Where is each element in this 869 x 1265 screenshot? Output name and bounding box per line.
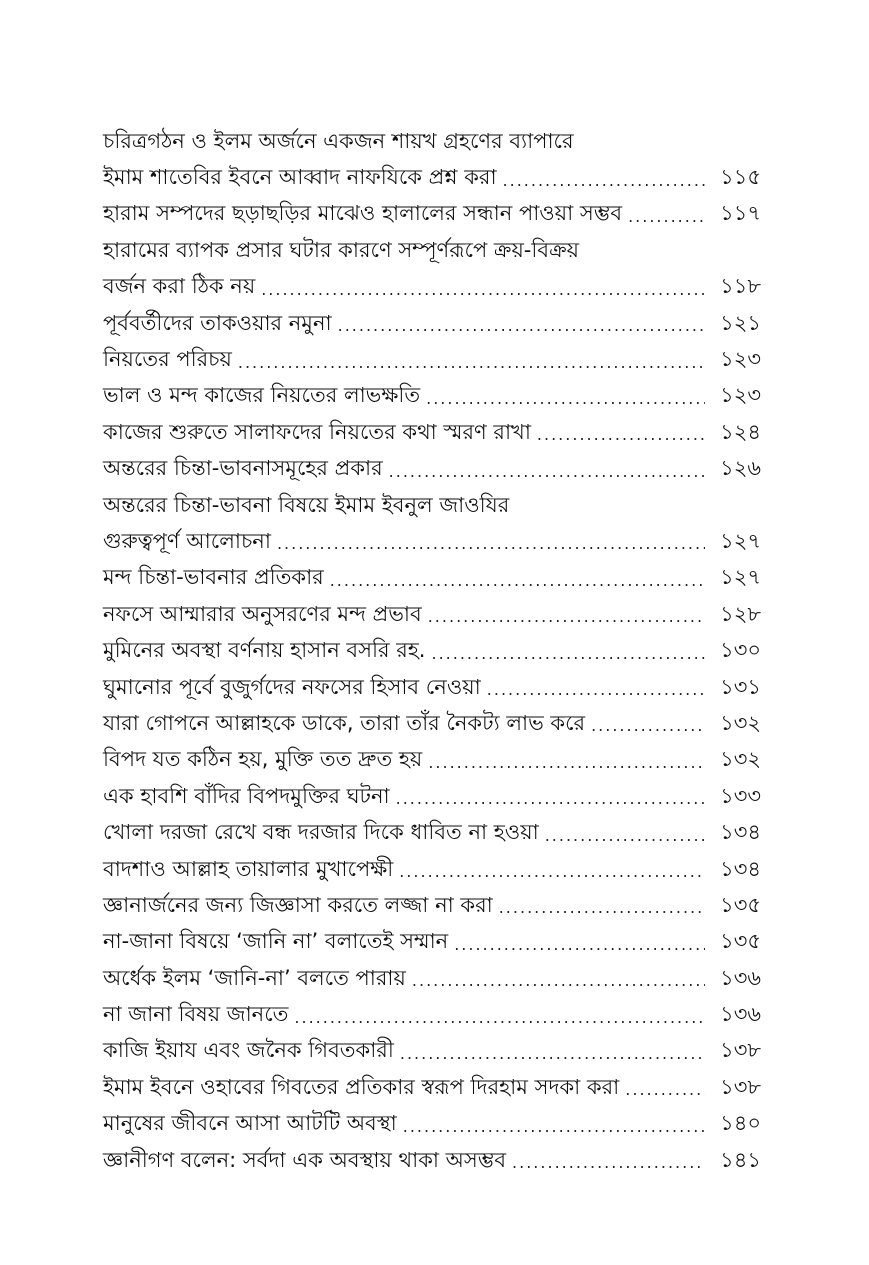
dot-leader <box>428 755 705 771</box>
toc-entry <box>103 705 761 741</box>
toc-entry-title: অন্তরের চিন্তা-ভাবনাসমূহের প্রকার <box>103 456 383 481</box>
toc-entry-title: যারা গোপনে আল্লাহকে ডাকে, তারা তাঁর নৈকট্য লাভ করে <box>103 710 586 735</box>
toc-entry-page: ১৩৬ <box>720 965 761 990</box>
toc-entry <box>103 232 761 268</box>
toc-entry-page: ১২১ <box>720 310 761 335</box>
toc-entry-title: ঘুমানোর পূর্বে বুজুর্গদের নফসের হিসাব নেওয়া <box>103 674 481 699</box>
dot-leader <box>503 173 705 189</box>
dot-leader <box>545 828 705 844</box>
toc-entry-page: ১১৭ <box>720 201 761 226</box>
toc-entry <box>103 596 761 632</box>
toc-entry-page: ১২৭ <box>720 565 761 590</box>
toc-entry-page: ১৩৫ <box>720 929 761 954</box>
toc-entry-page: ১৩৪ <box>720 820 761 845</box>
toc-entry-title: না জানা বিষয় জানতে <box>103 1002 289 1027</box>
dot-leader <box>591 718 705 734</box>
dot-leader <box>396 791 705 807</box>
dot-leader <box>330 573 705 589</box>
toc-entry-page: ১৩২ <box>720 747 761 772</box>
toc-entry-title: অন্তরের চিন্তা-ভাবনা বিষয়ে ইমাম ইবনুল জাওযির <box>103 492 510 517</box>
toc-entry-title: মন্দ চিন্তা-ভাবনার প্রতিকার <box>103 565 324 590</box>
toc-entry-page: ১৩৮ <box>720 1038 761 1063</box>
toc-entry-page: ১৩৮ <box>720 1074 761 1099</box>
dot-leader <box>412 973 705 989</box>
toc-entry-title: ভাল ও মন্দ কাজের নিয়তের লাভক্ষতি <box>103 383 421 408</box>
dot-leader <box>400 1046 705 1062</box>
dot-leader <box>499 900 705 916</box>
toc-entry-page: ১১৫ <box>720 165 761 190</box>
dot-leader <box>261 282 705 298</box>
toc-entry-page: ১২৭ <box>720 528 761 553</box>
toc-entry-page: ১৩২ <box>720 710 761 735</box>
toc-entry-page: ১৩৬ <box>720 1002 761 1027</box>
toc-entry <box>103 1106 761 1142</box>
toc-entry <box>103 1033 761 1069</box>
dot-leader <box>454 937 705 953</box>
toc-entry <box>103 742 761 778</box>
toc-entry-title: বিপদ যত কঠিন হয়, মুক্তি তত দ্রুত হয় <box>103 747 423 772</box>
toc-entry <box>103 451 761 487</box>
toc-entry <box>103 632 761 668</box>
toc-entry <box>103 414 761 450</box>
toc-entry-title: নফসে আম্মারার অনুসরণের মন্দ প্রভাব <box>103 601 422 626</box>
toc-entry <box>103 269 761 305</box>
toc-entry-title: অর্ধেক ইলম ‘জানি-না’ বলতে পারায় <box>103 965 406 990</box>
toc-entry <box>103 1142 761 1178</box>
toc-entry-title: এক হাবশি বাঁদির বিপদমুক্তির ঘটনা <box>103 783 390 808</box>
toc-entry <box>103 560 761 596</box>
toc-entry <box>103 669 761 705</box>
dot-leader <box>512 1155 705 1171</box>
toc-entry-page: ১২৩ <box>720 347 761 372</box>
toc-entry <box>103 778 761 814</box>
toc-entry-title: খোলা দরজা রেখে বন্ধ দরজার দিকে ধাবিত না হওয়া <box>103 820 539 845</box>
toc-entry-title: মানুষের জীবনে আসা আটটি অবস্থা <box>103 1111 397 1136</box>
toc-entry <box>103 487 761 523</box>
toc-entry-title: গুরুত্বপূর্ণ আলোচনা <box>103 528 271 553</box>
dot-leader <box>487 682 705 698</box>
toc-entry-title: কাজি ইয়ায এবং জনৈক গিবতকারী <box>103 1038 394 1063</box>
dot-leader <box>338 318 705 334</box>
toc-entry-page: ১৩০ <box>720 638 761 663</box>
toc-entry <box>103 305 761 341</box>
toc-entry <box>103 924 761 960</box>
toc-entry-title: বাদশাও আল্লাহ তায়ালার মুখাপেক্ষী <box>103 856 394 881</box>
toc-entry-page: ১৪০ <box>720 1111 761 1136</box>
toc-entry-page: ১৩১ <box>720 674 761 699</box>
dot-leader <box>277 536 705 552</box>
dot-leader <box>628 209 705 225</box>
dot-leader <box>428 609 705 625</box>
toc-entry-page: ১৩৪ <box>720 856 761 881</box>
toc-entry-page: ১৩৩ <box>720 783 761 808</box>
toc-entry <box>103 887 761 923</box>
toc-entry-page: ১১৮ <box>720 274 761 299</box>
toc-entry <box>103 378 761 414</box>
toc-entry-title: নিয়তের পরিচয় <box>103 347 232 372</box>
dot-leader <box>238 355 705 371</box>
table-of-contents <box>103 123 761 1178</box>
toc-entry-title: ইমাম ইবনে ওহাবের গিবতের প্রতিকার স্বরূপ দিরহাম সদকা করা <box>103 1074 620 1099</box>
dot-leader <box>389 464 705 480</box>
toc-entry <box>103 996 761 1032</box>
toc-entry-page: ১৩৫ <box>720 892 761 917</box>
toc-entry <box>103 814 761 850</box>
toc-entry <box>103 159 761 195</box>
toc-entry-title: হারামের ব্যাপক প্রসার ঘটার কারণে সম্পূর্ণরূপে ক্রয়-বিক্রয় <box>103 237 580 262</box>
toc-entry-page: ১২৪ <box>720 419 761 444</box>
toc-entry-title: ইমাম শাতেবির ইবনে আব্বাদ নাফযিকে প্রশ্ন করা <box>103 165 497 190</box>
toc-entry <box>103 196 761 232</box>
toc-entry <box>103 523 761 559</box>
dot-leader <box>294 1010 705 1026</box>
toc-entry-page: ১৪১ <box>720 1147 761 1172</box>
toc-entry-title: কাজের শুরুতে সালাফদের নিয়তের কথা স্মরণ রাখা <box>103 419 531 444</box>
toc-entry-title: জ্ঞানার্জনের জন্য জিজ্ঞাসা করতে লজ্জা না করা <box>103 892 493 917</box>
dot-leader <box>403 1119 705 1135</box>
toc-entry-title: পূর্ববর্তীদের তাকওয়ার নমুনা <box>103 310 332 335</box>
dot-leader <box>399 864 705 880</box>
toc-entry <box>103 851 761 887</box>
toc-entry-title: চরিত্রগঠন ও ইলম অর্জনে একজন শায়খ গ্রহণের ব্যাপারে <box>103 128 574 153</box>
toc-entry <box>103 960 761 996</box>
toc-entry-page: ১২৩ <box>720 383 761 408</box>
toc-entry-page: ১২৬ <box>720 456 761 481</box>
toc-entry-title: বর্জন করা ঠিক নয় <box>103 274 256 299</box>
toc-entry-title: না-জানা বিষয়ে ‘জানি না’ বলাতেই সম্মান <box>103 929 449 954</box>
toc-entry-title: মুমিনের অবস্থা বর্ণনায় হাসান বসরি রহ. <box>103 638 426 663</box>
toc-entry-title: হারাম সম্পদের ছড়াছড়ির মাঝেও হালালের সন্ধান পাওয়া সম্ভব <box>103 201 623 226</box>
dot-leader <box>426 391 705 407</box>
toc-entry <box>103 1069 761 1105</box>
toc-entry-title: জ্ঞানীগণ বলেন: সর্বদা এক অবস্থায় থাকা অসম্ভব <box>103 1147 507 1172</box>
toc-entry <box>103 341 761 377</box>
toc-entry-page: ১২৮ <box>720 601 761 626</box>
toc-entry <box>103 123 761 159</box>
dot-leader <box>625 1082 705 1098</box>
dot-leader <box>537 427 705 443</box>
dot-leader <box>431 646 705 662</box>
